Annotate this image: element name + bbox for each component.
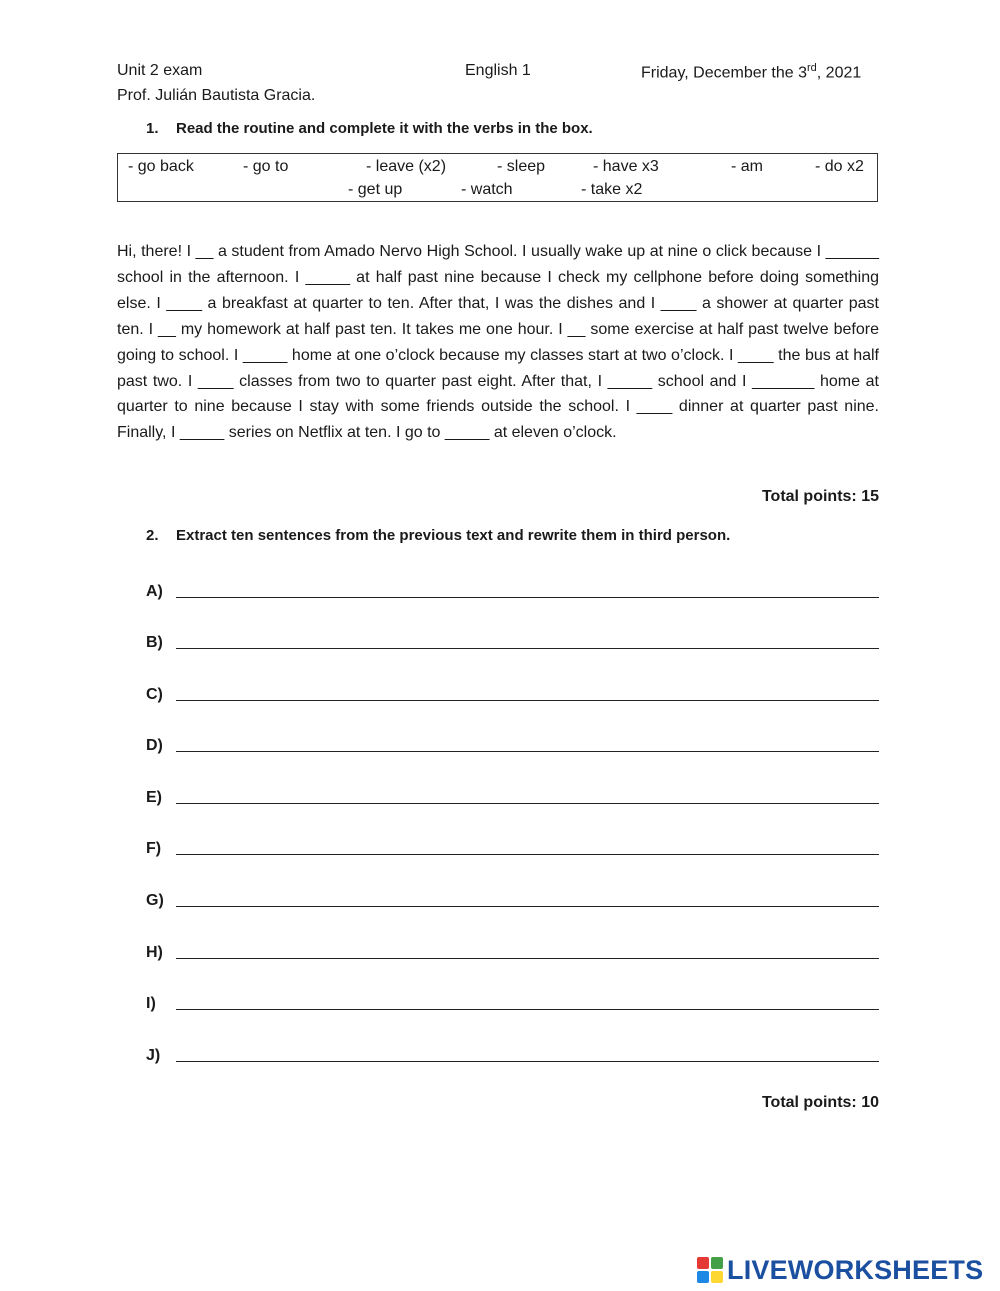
answer-label: I) bbox=[146, 995, 156, 1012]
verb-item: - go to bbox=[243, 158, 289, 175]
answer-line[interactable] bbox=[176, 680, 879, 701]
answer-row[interactable] bbox=[146, 987, 879, 1013]
question-2-title: 2. Extract ten sentences from the previous text and rewrite them in third person. bbox=[146, 527, 731, 544]
answer-label: A) bbox=[146, 583, 163, 600]
answer-label: E) bbox=[146, 789, 162, 806]
question-1-title: 1. Read the routine and complete it with the verbs in the box. bbox=[146, 120, 593, 137]
answer-line[interactable] bbox=[176, 886, 879, 907]
answer-line[interactable] bbox=[176, 1041, 879, 1062]
verb-item: - sleep bbox=[497, 158, 546, 175]
answer-row[interactable] bbox=[146, 575, 879, 601]
verb-box bbox=[117, 153, 878, 202]
answer-line[interactable] bbox=[176, 834, 879, 855]
verb-item: - do x2 bbox=[815, 158, 864, 175]
answer-label: D) bbox=[146, 737, 163, 754]
verb-item: - am bbox=[731, 158, 763, 175]
logo-square bbox=[711, 1271, 723, 1283]
question-1-total-points: Total points: 15 bbox=[761, 488, 879, 505]
logo-square bbox=[711, 1257, 723, 1269]
verb-item: - get up bbox=[348, 181, 403, 198]
verb-item: - leave (x2) bbox=[366, 158, 447, 175]
answer-line[interactable] bbox=[176, 628, 879, 649]
liveworksheets-wordmark: LIVEWORKSHEETS bbox=[727, 1254, 984, 1285]
answer-row[interactable] bbox=[146, 1039, 879, 1065]
answer-row[interactable] bbox=[146, 936, 879, 962]
verb-item: - go back bbox=[128, 158, 194, 175]
answer-row[interactable] bbox=[146, 832, 879, 858]
question-2-total-points: Total points: 10 bbox=[761, 1094, 879, 1111]
logo-square bbox=[697, 1257, 709, 1269]
exam-unit: Unit 2 exam bbox=[117, 62, 203, 79]
answer-label: G) bbox=[146, 892, 164, 909]
professor-name: Prof. Julián Bautista Gracia. bbox=[117, 87, 316, 104]
logo-square bbox=[697, 1271, 709, 1283]
answer-row[interactable] bbox=[146, 729, 879, 755]
answer-label: H) bbox=[146, 944, 163, 961]
verb-item: - take x2 bbox=[581, 181, 643, 198]
answer-line[interactable] bbox=[176, 731, 879, 752]
answer-row[interactable] bbox=[146, 781, 879, 807]
answer-label: C) bbox=[146, 686, 163, 703]
answer-label: J) bbox=[146, 1047, 161, 1064]
answer-label: F) bbox=[146, 840, 162, 857]
exam-subject: English 1 bbox=[465, 62, 531, 79]
answer-row[interactable] bbox=[146, 626, 879, 652]
answer-line[interactable] bbox=[176, 577, 879, 598]
answer-label: B) bbox=[146, 634, 163, 651]
answer-line[interactable] bbox=[176, 938, 879, 959]
answer-row[interactable] bbox=[146, 884, 879, 910]
liveworksheets-icon bbox=[697, 1257, 723, 1283]
verb-item: - have x3 bbox=[593, 158, 659, 175]
verb-item: - watch bbox=[461, 181, 513, 198]
answer-row[interactable] bbox=[146, 678, 879, 704]
liveworksheets-logo bbox=[697, 1253, 983, 1287]
exam-date: Friday, December the 3rd, 2021 bbox=[641, 62, 862, 82]
routine-passage: Hi, there! I __ a student from Amado Nervo High School. I usually wake up at nine o click because I ______ school in the afternoon. I _____ at half past nine because I check my cellphone before doing something else. I ____ a breakfast at quarter to ten. After that, I was the dishes and I ____ a shower at quarter past ten. I __ my homework at half past ten. It takes me one hour. I __ some exercise at half past twelve before going to school. I _____ home at one o’clock because my classes start at two o’clock. I ____ the bus at half past two. I ____ classes from two to quarter past eight. After that, I _____ school and I _______ home at quarter to nine because I stay with some friends outside the school. I ____ dinner at quarter past nine. Finally, I _____ series on Netflix at ten. I go to _____ at eleven o’clock. bbox=[117, 243, 879, 442]
answer-line[interactable] bbox=[176, 783, 879, 804]
answer-line[interactable] bbox=[176, 989, 879, 1010]
